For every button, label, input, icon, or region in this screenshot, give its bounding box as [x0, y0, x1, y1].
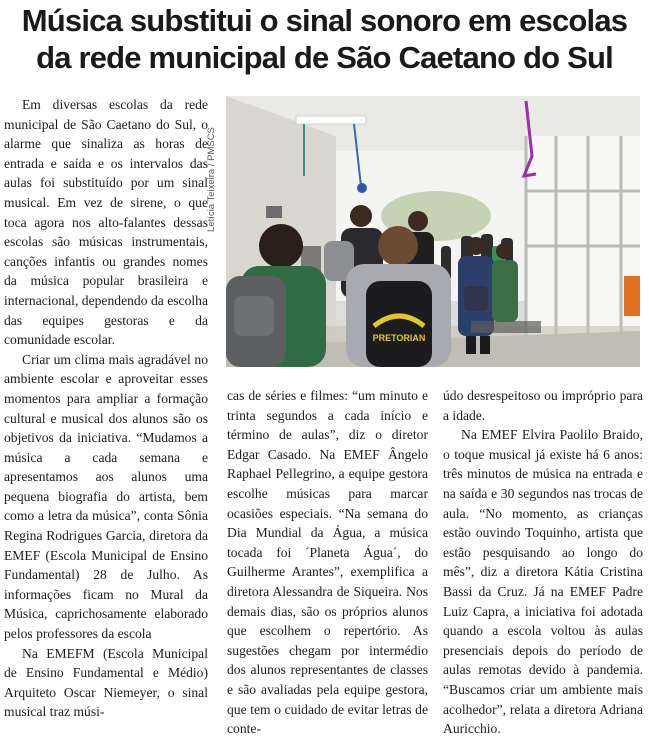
headline-line-1: Música substitui o sinal sonoro em escolas	[21, 3, 628, 38]
backpack-brand-text: PRETORIAN	[372, 333, 426, 343]
text-column-1	[4, 95, 208, 722]
paragraph: cas de séries e filmes: “um minuto e trinta segundos a cada início e término de aulas”, diz o diretor Edgar Casado. Na EMEF Ângelo Raphael Pellegrino, a equipe gestora escolhe músicas para marcar ocasiões especiais. “Na semana do Dia Mundial da Água, a música tocada foi ´Planeta Água´, do Guilherme Arantes”, exemplifica a diretora Alessandra de Siqueira. Nos demais dias, são os próprios alunos que escolhem o repertório. As sugestões chegam por intermédio dos alunos representantes de classes e são avaliadas pela equipe gestora, que tem o cuidado de evitar letras de conte-	[227, 388, 428, 737]
article-headline	[0, 2, 649, 76]
photo-credit: Letícia Teixeira / PMSCS	[206, 127, 217, 232]
paragraph: údo desrespeitoso ou impróprio para a idade.	[443, 388, 643, 423]
paragraph: Na EMEFM (Escola Municipal de Ensino Fundamental e Médio) Arquiteto Oscar Niemeyer, o sinal musical traz músi-	[4, 645, 208, 720]
article-photo	[226, 96, 640, 367]
text-column-3	[443, 386, 643, 739]
paragraph: Na EMEF Elvira Paolilo Braido, o toque musical já existe há 6 anos: três minutos de música na entrada e na saída e 30 segundos nas trocas de aula. “No momento, as crianças estão ouvindo Toquinho, artista que estão pesquisando ao longo do mês”, diz a diretora Kátia Cristina Bassi da Cruz. Já na EMEF Padre Luiz Capra, a iniciativa foi adotada quando a escola voltou às aulas presenciais depois do período de aulas remotas devido à pandemia. “Buscamos criar um ambiente mais acolhedor”, relata a diretora Adriana Auricchio.	[443, 427, 643, 737]
text-column-2	[227, 386, 428, 739]
headline-line-2: da rede municipal de São Caetano do Sul	[36, 40, 613, 75]
paragraph: Criar um clima mais agradável no ambiente escolar e aproveitar esses momentos para ampliar a formação cultural e musical dos alunos são os objetivos da iniciativa. “Mudamos a música a cada semana e apresentamos aos alunos uma pequena biografia do artista, bem como a letra da música”, conta Sônia Regina Rodrigues Garcia, diretora da EMEF (Escola Municipal de Ensino Fundamental) 28 de Julho. As informações ficam no Mural da Música, caprichosamente elaborado pelos professores da escola	[4, 351, 208, 642]
paragraph: Em diversas escolas da rede municipal de São Caetano do Sul, o alarme que sinaliza as horas de entrada e saída e os intervalos das aulas foi substituído por um sinal musical. Em vez de sirene, o que toca agora nos alto-falantes dessas escolas são músicas instrumentais, canções infantis ou grandes nomes da música popular brasileira e internacional, dependendo da escolha das equipes gestoras e da comunidade escolar.	[4, 97, 208, 348]
